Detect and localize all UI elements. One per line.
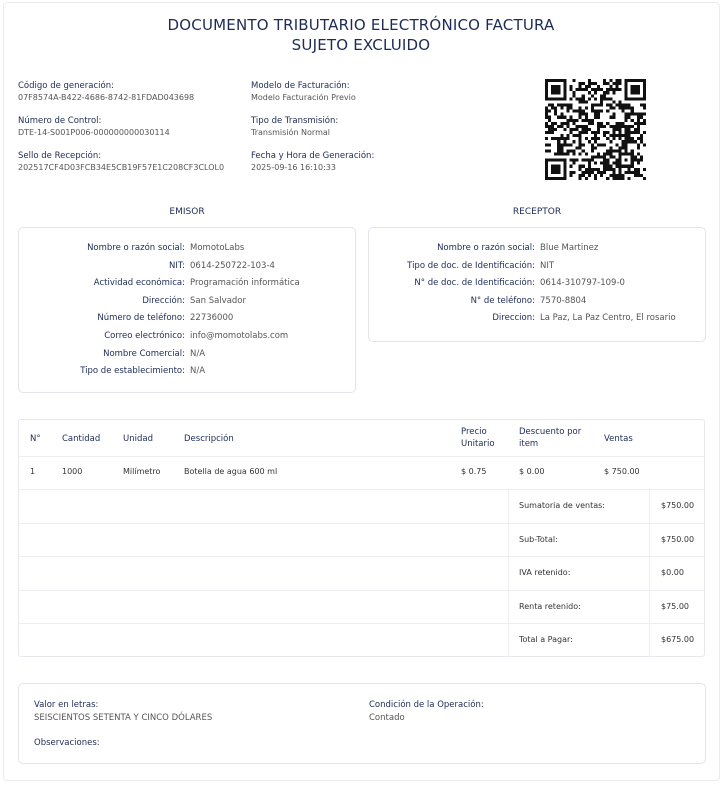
fecha-generacion-value: 2025-09-16 16:10:33 (251, 163, 336, 172)
totals-divider-mid (649, 489, 650, 657)
totals-divider-left (508, 489, 509, 657)
total-label: Sub-Total: (519, 534, 558, 544)
header-num: N° (30, 434, 41, 444)
receptor-field-label: Nombre o razón social: (437, 243, 535, 253)
emisor-field-value: N/A (190, 348, 206, 359)
receptor-title: RECEPTOR (512, 207, 562, 217)
numero-control-value: DTE-14-S001P006-000000000030114 (18, 128, 170, 137)
tipo-transmision-label: Tipo de Transmisión: (251, 116, 339, 126)
emisor-field-value: 22736000 (190, 313, 234, 324)
emisor-field-label: Nombre Comercial: (103, 348, 185, 359)
header-descripcion: Descripción (184, 434, 234, 444)
total-value: $675.00 (661, 635, 695, 645)
header-ventas: Ventas (604, 434, 633, 444)
total-value: $75.00 (661, 601, 689, 611)
item-precio: $ 0.75 (461, 467, 487, 476)
receptor-field-value: 7570-8804 (540, 295, 587, 306)
item-descripcion: Botella de agua 600 ml (184, 467, 278, 476)
codigo-generacion-value: 07F8574A-B422-4686-8742-81FDAD043698 (18, 93, 195, 102)
emisor-field-value: Programación informática (190, 278, 300, 289)
emisor-field-value: 0614-250722-103-4 (190, 260, 275, 271)
codigo-generacion-label: Código de generación: (18, 81, 114, 91)
header-precio: Precio Unitario (461, 427, 495, 449)
emisor-field-label: Tipo de establecimiento: (80, 366, 185, 377)
item-ventas: $ 750.00 (604, 467, 640, 476)
header-unidad: Unidad (123, 434, 153, 444)
total-label: IVA retenido: (519, 568, 571, 578)
receptor-field-label: N° de doc. de Identificación: (414, 278, 535, 289)
items-table (18, 419, 705, 657)
fecha-generacion-label: Fecha y Hora de Generación: (251, 151, 375, 161)
header-divider (19, 456, 704, 457)
total-label: Sumatoria de ventas: (519, 501, 606, 510)
receptor-field-label: Tipo de doc. de Identificación: (407, 260, 535, 271)
modelo-facturacion-value: Modelo Facturación Previo (251, 93, 356, 102)
tipo-transmision-value: Transmisión Normal (251, 128, 330, 137)
footer-card (18, 683, 706, 764)
item-num: 1 (30, 467, 36, 476)
qr-code (545, 79, 646, 180)
item-cantidad: 1000 (62, 467, 83, 476)
header-descuento: Descuento por item (519, 427, 582, 449)
receptor-field-label: N° de teléfono: (470, 295, 535, 306)
row-divider (19, 590, 704, 591)
document-title: DOCUMENTO TRIBUTARIO ELECTRÓNICO FACTURA (167, 16, 555, 34)
receptor-field-value: La Paz, La Paz Centro, El rosario (540, 313, 676, 324)
total-value: $750.00 (661, 534, 695, 544)
condicion-operacion-label: Condición de la Operación: (369, 700, 484, 710)
item-unidad: Milímetro (123, 467, 161, 476)
observaciones-label: Observaciones: (34, 738, 100, 748)
sello-recepcion-value: 202517CF4D03FCB34E5CB19F57E1C208CF3CLOL0 (18, 163, 225, 172)
row-divider (19, 623, 704, 624)
emisor-field-value: San Salvador (190, 295, 246, 306)
row-divider (19, 556, 704, 557)
valor-letras-label: Valor en letras: (34, 700, 99, 710)
total-label: Total a Pagar: (519, 635, 573, 645)
emisor-field-value: MomotoLabs (190, 243, 245, 253)
emisor-field-label: Dirección: (142, 295, 185, 306)
valor-letras-value: SEISCIENTOS SETENTA Y CINCO DÓLARES (34, 713, 213, 723)
emisor-field-label: NIT: (169, 260, 185, 271)
emisor-card (18, 227, 356, 393)
emisor-title: EMISOR (169, 207, 205, 217)
condicion-operacion-value: Contado (369, 713, 405, 723)
total-value: $750.00 (661, 501, 695, 510)
receptor-field-value: Blue Martinez (540, 243, 599, 253)
sello-recepcion-label: Sello de Recepción: (18, 151, 102, 161)
emisor-field-value: N/A (190, 366, 206, 377)
item-descuento: $ 0.00 (519, 467, 545, 476)
header-cantidad: Cantidad (62, 434, 101, 444)
row-divider (19, 523, 704, 524)
document-subtitle: SUJETO EXCLUIDO (291, 36, 431, 54)
receptor-field-value: 0614-310797-109-0 (540, 278, 625, 289)
modelo-facturacion-label: Modelo de Facturación: (251, 81, 350, 91)
row-divider (19, 489, 704, 490)
total-label: Renta retenido: (519, 601, 581, 611)
emisor-field-label: Correo electrónico: (104, 331, 185, 341)
receptor-field-value: NIT (540, 260, 555, 271)
numero-control-label: Número de Control: (18, 116, 102, 126)
receptor-field-label: Direccion: (492, 313, 535, 324)
emisor-field-value: info@momotolabs.com (190, 331, 289, 341)
emisor-field-label: Nombre o razón social: (87, 243, 185, 253)
emisor-field-label: Número de teléfono: (97, 313, 185, 324)
total-value: $0.00 (661, 568, 684, 578)
emisor-field-label: Actividad económica: (93, 278, 185, 289)
